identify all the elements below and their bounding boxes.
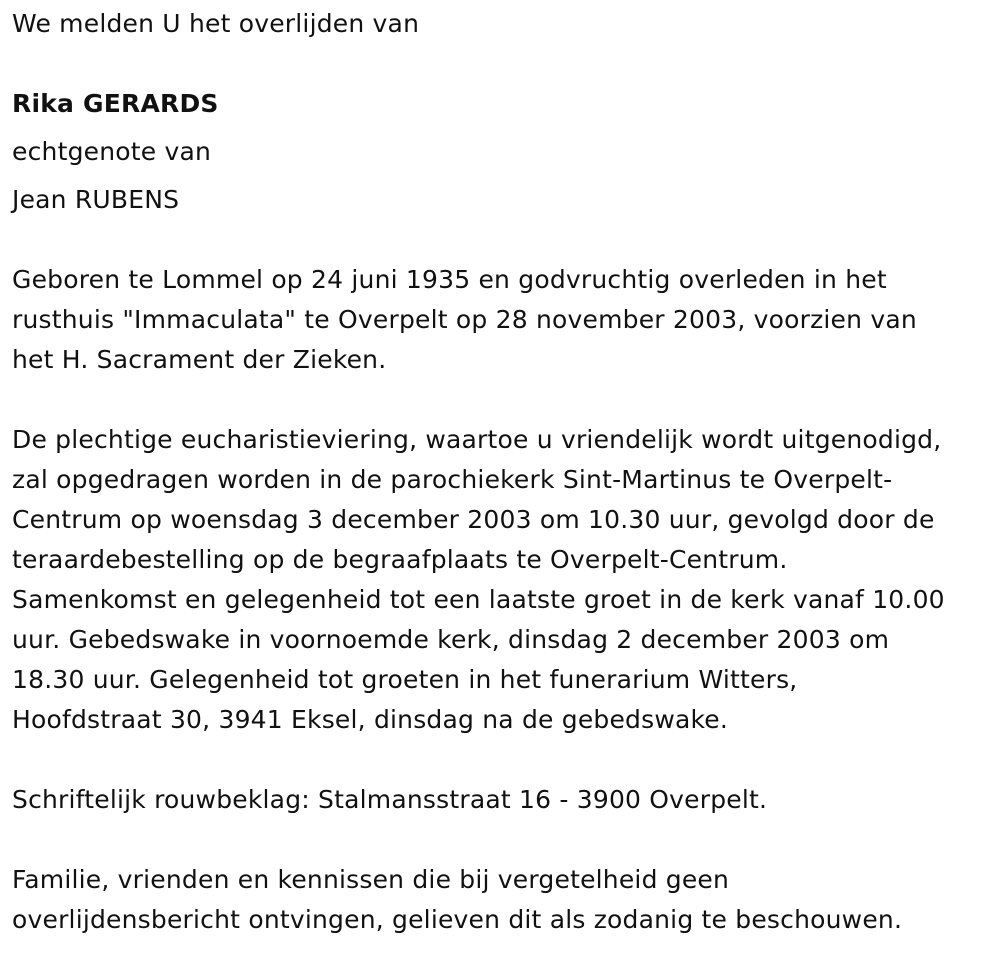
ceremony-line: De plechtige eucharistieviering, waartoe u vriendelijk wordt uitgenodigd, <box>12 425 942 454</box>
deceased-name: Rika GERARDS <box>12 89 219 118</box>
spouse-name: Jean RUBENS <box>12 185 180 214</box>
ceremony-line: teraardebestelling op de begraafplaats te Overpelt-Centrum. <box>12 545 788 574</box>
closing-paragraph <box>12 860 994 940</box>
birth-line: het H. Sacrament der Zieken. <box>12 345 387 374</box>
ceremony-paragraph <box>12 420 994 740</box>
ceremony-line: zal opgedragen worden in de parochiekerk Sint-Martinus te Overpelt- <box>12 465 893 494</box>
birth-line: rusthuis "Immaculata" te Overpelt op 28 november 2003, voorzien van <box>12 305 917 334</box>
death-notice <box>12 0 994 940</box>
intro-text: We melden U het overlijden van <box>12 9 420 38</box>
ceremony-line: Samenkomst en gelegenheid tot een laatste groet in de kerk vanaf 10.00 <box>12 585 945 614</box>
condolence-paragraph <box>12 780 994 820</box>
ceremony-line: Hoofdstraat 30, 3941 Eksel, dinsdag na de gebedswake. <box>12 705 729 734</box>
ceremony-line: 18.30 uur. Gelegenheid tot groeten in het funerarium Witters, <box>12 665 798 694</box>
closing-line: overlijdensbericht ontvingen, gelieven dit als zodanig te beschouwen. <box>12 905 903 934</box>
birth-paragraph <box>12 260 994 380</box>
ceremony-line: uur. Gebedswake in voornoemde kerk, dinsdag 2 december 2003 om <box>12 625 890 654</box>
ceremony-line: Centrum op woensdag 3 december 2003 om 10.30 uur, gevolgd door de <box>12 505 935 534</box>
birth-line: Geboren te Lommel op 24 juni 1935 en godvruchtig overleden in het <box>12 265 887 294</box>
closing-line: Familie, vrienden en kennissen die bij vergetelheid geen <box>12 865 730 894</box>
condolence-address: Schriftelijk rouwbeklag: Stalmansstraat 16 - 3900 Overpelt. <box>12 785 768 814</box>
spouse-label: echtgenote van <box>12 137 212 166</box>
